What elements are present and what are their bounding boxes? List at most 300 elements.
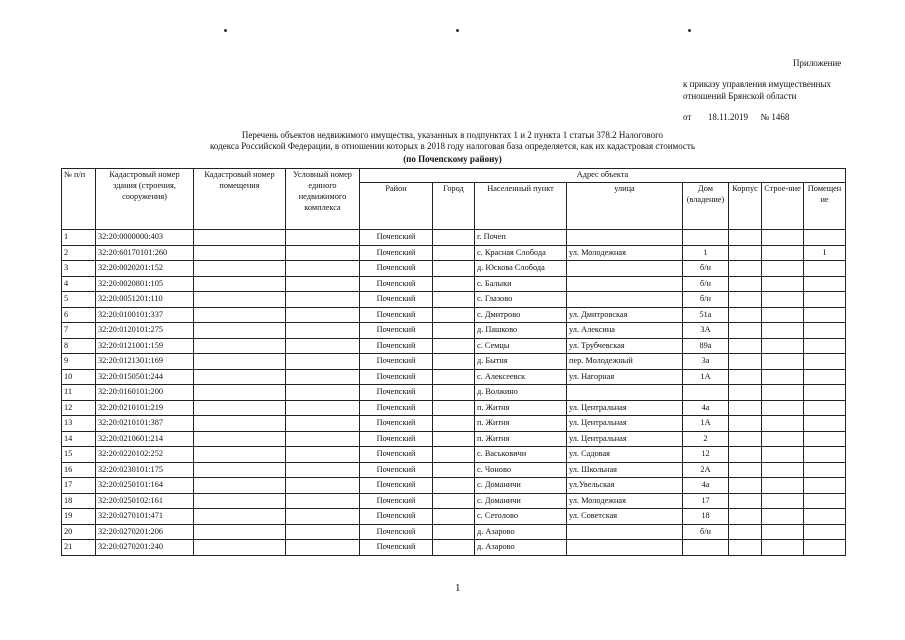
stroenie-cell — [762, 540, 804, 556]
room-cadastral-number-cell — [194, 524, 286, 540]
table-row — [62, 447, 846, 463]
room-cadastral-number-cell — [194, 354, 286, 370]
district-cell: Почепский — [360, 416, 433, 432]
street-cell: ул. Центральная — [567, 416, 683, 432]
stroenie-cell — [762, 447, 804, 463]
stroenie-cell — [762, 230, 804, 246]
room-cadastral-number-cell — [194, 261, 286, 277]
stroenie-cell — [762, 323, 804, 339]
district-cell: Почепский — [360, 400, 433, 416]
korpus-cell — [729, 276, 762, 292]
row-number-cell: 8 — [62, 338, 96, 354]
room-number-cell — [804, 493, 846, 509]
table-row — [62, 540, 846, 556]
room-cadastral-number-cell — [194, 431, 286, 447]
table-row — [62, 509, 846, 525]
room-cadastral-number-cell — [194, 540, 286, 556]
conditional-number-cell — [286, 447, 360, 463]
room-cadastral-number-cell — [194, 292, 286, 308]
city-cell — [433, 478, 475, 494]
district-cell: Почепский — [360, 276, 433, 292]
room-number-cell — [804, 478, 846, 494]
order-reference-line1: к приказу управления имущественных — [683, 79, 832, 89]
locality-cell: п. Житня — [475, 416, 567, 432]
conditional-number-cell — [286, 230, 360, 246]
row-number-cell: 6 — [62, 307, 96, 323]
room-cadastral-number-cell — [194, 400, 286, 416]
house-number-cell: 3а — [683, 354, 729, 370]
stroenie-cell — [762, 245, 804, 261]
street-cell: ул. Садовая — [567, 447, 683, 463]
table-row — [62, 369, 846, 385]
table-row — [62, 323, 846, 339]
row-number-cell: 4 — [62, 276, 96, 292]
table-row — [62, 292, 846, 308]
room-cadastral-number-cell — [194, 493, 286, 509]
street-cell: ул. Нагорная — [567, 369, 683, 385]
district-cell: Почепский — [360, 431, 433, 447]
conditional-number-cell — [286, 338, 360, 354]
locality-cell: д. Волжино — [475, 385, 567, 401]
table-body — [62, 230, 846, 556]
city-cell — [433, 230, 475, 246]
row-number-cell: 11 — [62, 385, 96, 401]
room-number-cell — [804, 307, 846, 323]
city-cell — [433, 292, 475, 308]
city-cell — [433, 524, 475, 540]
district-cell: Почепский — [360, 261, 433, 277]
stroenie-cell — [762, 354, 804, 370]
city-cell — [433, 261, 475, 277]
conditional-number-cell — [286, 416, 360, 432]
street-cell: ул. Центральная — [567, 431, 683, 447]
row-number-cell: 20 — [62, 524, 96, 540]
district-cell: Почепский — [360, 462, 433, 478]
row-number-cell: 15 — [62, 447, 96, 463]
scan-dot — [224, 29, 227, 32]
house-number-cell: 1 — [683, 245, 729, 261]
street-cell — [567, 540, 683, 556]
table-row — [62, 524, 846, 540]
table-row — [62, 276, 846, 292]
order-date: 18.11.2019 — [707, 112, 748, 122]
row-number-cell: 10 — [62, 369, 96, 385]
cadastral-number-cell: 32:20:0220102:252 — [96, 447, 194, 463]
city-cell — [433, 338, 475, 354]
room-number-cell — [804, 385, 846, 401]
room-number-cell: I — [804, 245, 846, 261]
house-number-cell: 18 — [683, 509, 729, 525]
room-number-cell — [804, 323, 846, 339]
cadastral-number-cell: 32:20:0250102:161 — [96, 493, 194, 509]
cadastral-number-cell: 32:20:0020201:152 — [96, 261, 194, 277]
stroenie-cell — [762, 369, 804, 385]
street-cell: ул. Молодежная — [567, 245, 683, 261]
table-row — [62, 493, 846, 509]
conditional-number-cell — [286, 385, 360, 401]
table-row — [62, 385, 846, 401]
locality-cell: с. Доманичи — [475, 493, 567, 509]
conditional-number-cell — [286, 478, 360, 494]
korpus-cell — [729, 493, 762, 509]
locality-cell: с. Сетолово — [475, 509, 567, 525]
house-number-cell — [683, 385, 729, 401]
locality-cell: с. Балыки — [475, 276, 567, 292]
house-number-cell: 3А — [683, 323, 729, 339]
district-cell: Почепский — [360, 323, 433, 339]
house-number-cell: 4а — [683, 400, 729, 416]
korpus-cell — [729, 354, 762, 370]
conditional-number-cell — [286, 493, 360, 509]
order-reference-line2: отношений Брянской области — [683, 91, 797, 101]
cadastral-number-cell: 32:20:0230101:175 — [96, 462, 194, 478]
district-cell: Почепский — [360, 292, 433, 308]
locality-cell: с. Дмитрово — [475, 307, 567, 323]
city-cell — [433, 540, 475, 556]
table-row — [62, 245, 846, 261]
city-cell — [433, 509, 475, 525]
city-cell — [433, 276, 475, 292]
room-cadastral-number-cell — [194, 416, 286, 432]
city-cell — [433, 307, 475, 323]
row-number-cell: 2 — [62, 245, 96, 261]
room-number-cell — [804, 400, 846, 416]
locality-cell: д. Азарово — [475, 524, 567, 540]
stroenie-cell — [762, 416, 804, 432]
street-cell: ул. Алексина — [567, 323, 683, 339]
room-number-cell — [804, 524, 846, 540]
room-cadastral-number-cell — [194, 478, 286, 494]
cadastral-number-cell: 32:20:0210101:387 — [96, 416, 194, 432]
conditional-number-cell — [286, 276, 360, 292]
street-cell: ул. Советская — [567, 509, 683, 525]
cadastral-number-cell: 32:20:0210601:214 — [96, 431, 194, 447]
house-number-cell: 17 — [683, 493, 729, 509]
korpus-cell — [729, 431, 762, 447]
conditional-number-cell — [286, 245, 360, 261]
locality-cell: д. Азарово — [475, 540, 567, 556]
street-cell: пер. Молодежный — [567, 354, 683, 370]
cadastral-number-cell: 32:20:0250101:164 — [96, 478, 194, 494]
street-cell — [567, 230, 683, 246]
city-cell — [433, 447, 475, 463]
city-cell — [433, 416, 475, 432]
room-cadastral-number-cell — [194, 385, 286, 401]
city-cell — [433, 385, 475, 401]
row-number-cell: 1 — [62, 230, 96, 246]
row-number-cell: 19 — [62, 509, 96, 525]
house-number-cell — [683, 230, 729, 246]
room-cadastral-number-cell — [194, 462, 286, 478]
document-title-line1: Перечень объектов недвижимого имущества, указанных в подпунктах 1 и 2 пункта 1 статьи 378.2 Налогового — [241, 130, 664, 140]
district-cell: Почепский — [360, 369, 433, 385]
korpus-cell — [729, 447, 762, 463]
korpus-cell — [729, 338, 762, 354]
street-cell: ул. Молодежная — [567, 493, 683, 509]
city-cell — [433, 369, 475, 385]
house-number-cell: 1А — [683, 416, 729, 432]
city-cell — [433, 323, 475, 339]
korpus-cell — [729, 307, 762, 323]
district-cell: Почепский — [360, 493, 433, 509]
conditional-number-cell — [286, 462, 360, 478]
header-address: Адрес объекта — [360, 169, 846, 183]
row-number-cell: 21 — [62, 540, 96, 556]
document-title-district: (по Почепскому району) — [403, 154, 502, 164]
order-date-line — [683, 111, 789, 123]
korpus-cell — [729, 416, 762, 432]
table-row — [62, 462, 846, 478]
cadastral-number-cell: 32:20:0020801:105 — [96, 276, 194, 292]
conditional-number-cell — [286, 261, 360, 277]
district-cell: Почепский — [360, 478, 433, 494]
korpus-cell — [729, 292, 762, 308]
room-number-cell — [804, 369, 846, 385]
conditional-number-cell — [286, 307, 360, 323]
cadastral-number-cell: 32:20:0210101:219 — [96, 400, 194, 416]
stroenie-cell — [762, 261, 804, 277]
room-cadastral-number-cell — [194, 369, 286, 385]
room-cadastral-number-cell — [194, 323, 286, 339]
house-number-cell: 12 — [683, 447, 729, 463]
house-number-cell: б/н — [683, 276, 729, 292]
row-number-cell: 9 — [62, 354, 96, 370]
row-number-cell: 14 — [62, 431, 96, 447]
table-row — [62, 416, 846, 432]
locality-cell: с. Глазово — [475, 292, 567, 308]
cadastral-number-cell: 32:20:0150501:244 — [96, 369, 194, 385]
header-city: Город — [433, 183, 475, 230]
row-number-cell: 12 — [62, 400, 96, 416]
room-number-cell — [804, 354, 846, 370]
street-cell — [567, 276, 683, 292]
korpus-cell — [729, 540, 762, 556]
cadastral-number-cell: 32:20:0121301:169 — [96, 354, 194, 370]
conditional-number-cell — [286, 292, 360, 308]
stroenie-cell — [762, 307, 804, 323]
header-cad-room: Кадастровый номер помещения — [194, 169, 286, 230]
locality-cell: с. Доманичи — [475, 478, 567, 494]
header-stroenie: Строе-ние — [762, 183, 804, 230]
street-cell: ул. Школьная — [567, 462, 683, 478]
korpus-cell — [729, 385, 762, 401]
city-cell — [433, 354, 475, 370]
stroenie-cell — [762, 400, 804, 416]
room-number-cell — [804, 292, 846, 308]
order-number: № 1468 — [760, 112, 790, 122]
header-district: Район — [360, 183, 433, 230]
district-cell: Почепский — [360, 230, 433, 246]
street-cell — [567, 524, 683, 540]
room-cadastral-number-cell — [194, 307, 286, 323]
korpus-cell — [729, 509, 762, 525]
korpus-cell — [729, 369, 762, 385]
locality-cell: с. Семцы — [475, 338, 567, 354]
row-number-cell: 7 — [62, 323, 96, 339]
room-cadastral-number-cell — [194, 338, 286, 354]
header-pomeshenie: Помещен ие — [804, 183, 846, 230]
city-cell — [433, 400, 475, 416]
locality-cell: д. Пашково — [475, 323, 567, 339]
table-row — [62, 400, 846, 416]
room-number-cell — [804, 462, 846, 478]
stroenie-cell — [762, 292, 804, 308]
city-cell — [433, 245, 475, 261]
appendix-label: Приложение — [793, 58, 842, 68]
korpus-cell — [729, 230, 762, 246]
city-cell — [433, 431, 475, 447]
locality-cell: с. Чоново — [475, 462, 567, 478]
korpus-cell — [729, 323, 762, 339]
room-cadastral-number-cell — [194, 509, 286, 525]
house-number-cell: 2 — [683, 431, 729, 447]
house-number-cell: б/н — [683, 261, 729, 277]
korpus-cell — [729, 462, 762, 478]
scan-dot — [456, 29, 459, 32]
cadastral-number-cell: 32:20:0100101:337 — [96, 307, 194, 323]
locality-cell: г. Почеп — [475, 230, 567, 246]
conditional-number-cell — [286, 369, 360, 385]
house-number-cell: 1А — [683, 369, 729, 385]
street-cell: ул.Увельская — [567, 478, 683, 494]
locality-cell: с. Васьковичи — [475, 447, 567, 463]
district-cell: Почепский — [360, 338, 433, 354]
korpus-cell — [729, 245, 762, 261]
house-number-cell: 4а — [683, 478, 729, 494]
room-number-cell — [804, 431, 846, 447]
room-number-cell — [804, 509, 846, 525]
district-cell: Почепский — [360, 524, 433, 540]
cadastral-number-cell: 32:20:0121001:159 — [96, 338, 194, 354]
house-number-cell: б/н — [683, 524, 729, 540]
header-locality: Населенный пункт — [475, 183, 567, 230]
stroenie-cell — [762, 338, 804, 354]
city-cell — [433, 493, 475, 509]
district-cell: Почепский — [360, 307, 433, 323]
locality-cell: с. Алексеевск — [475, 369, 567, 385]
row-number-cell: 16 — [62, 462, 96, 478]
cadastral-number-cell: 32:20:0051201:110 — [96, 292, 194, 308]
street-cell — [567, 292, 683, 308]
property-table — [61, 168, 846, 556]
district-cell: Почепский — [360, 540, 433, 556]
stroenie-cell — [762, 431, 804, 447]
conditional-number-cell — [286, 323, 360, 339]
stroenie-cell — [762, 276, 804, 292]
row-number-cell: 13 — [62, 416, 96, 432]
district-cell: Почепский — [360, 385, 433, 401]
header-house: Дом (владение) — [683, 183, 729, 230]
table-row — [62, 307, 846, 323]
street-cell: ул. Центральная — [567, 400, 683, 416]
korpus-cell — [729, 524, 762, 540]
row-number-cell: 18 — [62, 493, 96, 509]
room-number-cell — [804, 416, 846, 432]
stroenie-cell — [762, 509, 804, 525]
document-title-line2: кодекса Российской Федерации, в отношении которых в 2018 году налоговая база определяется, как их кадастровая стоимость — [210, 141, 695, 151]
korpus-cell — [729, 261, 762, 277]
conditional-number-cell — [286, 509, 360, 525]
locality-cell: д. Юскова Слобода — [475, 261, 567, 277]
room-cadastral-number-cell — [194, 245, 286, 261]
room-number-cell — [804, 276, 846, 292]
locality-cell: п. Житня — [475, 400, 567, 416]
room-number-cell — [804, 447, 846, 463]
house-number-cell: б/н — [683, 292, 729, 308]
order-from: от — [683, 112, 692, 122]
room-number-cell — [804, 261, 846, 277]
room-cadastral-number-cell — [194, 447, 286, 463]
house-number-cell — [683, 540, 729, 556]
cadastral-number-cell: 32:20:0000000:403 — [96, 230, 194, 246]
street-cell — [567, 261, 683, 277]
room-cadastral-number-cell — [194, 276, 286, 292]
table-row — [62, 354, 846, 370]
table-row — [62, 261, 846, 277]
district-cell: Почепский — [360, 245, 433, 261]
table-row — [62, 478, 846, 494]
stroenie-cell — [762, 385, 804, 401]
cadastral-number-cell: 32:20:0120101:275 — [96, 323, 194, 339]
street-cell: ул. Дмитровская — [567, 307, 683, 323]
cadastral-number-cell: 32:20:0270201:240 — [96, 540, 194, 556]
locality-cell: п. Житня — [475, 431, 567, 447]
street-cell: ул. Трубчевская — [567, 338, 683, 354]
street-cell — [567, 385, 683, 401]
table-row — [62, 230, 846, 246]
house-number-cell: 51а — [683, 307, 729, 323]
cadastral-number-cell: 32:20:60170101:260 — [96, 245, 194, 261]
city-cell — [433, 462, 475, 478]
conditional-number-cell — [286, 524, 360, 540]
cadastral-number-cell: 32:20:0270201:206 — [96, 524, 194, 540]
conditional-number-cell — [286, 400, 360, 416]
table-row — [62, 338, 846, 354]
district-cell: Почепский — [360, 354, 433, 370]
stroenie-cell — [762, 493, 804, 509]
page-number: 1 — [455, 582, 461, 594]
row-number-cell: 5 — [62, 292, 96, 308]
conditional-number-cell — [286, 354, 360, 370]
room-cadastral-number-cell — [194, 230, 286, 246]
header-korpus: Корпус — [729, 183, 762, 230]
conditional-number-cell — [286, 540, 360, 556]
header-cond-num: Условный номер единого недвижимого комплекса — [286, 169, 360, 230]
scan-dot — [688, 29, 691, 32]
korpus-cell — [729, 400, 762, 416]
room-number-cell — [804, 230, 846, 246]
row-number-cell: 17 — [62, 478, 96, 494]
cadastral-number-cell: 32:20:0160101:200 — [96, 385, 194, 401]
stroenie-cell — [762, 478, 804, 494]
header-num: № п/п — [62, 169, 96, 230]
cadastral-number-cell: 32:20:0270101:471 — [96, 509, 194, 525]
room-number-cell — [804, 338, 846, 354]
locality-cell: с. Красная Слобода — [475, 245, 567, 261]
table-row — [62, 431, 846, 447]
row-number-cell: 3 — [62, 261, 96, 277]
stroenie-cell — [762, 462, 804, 478]
room-number-cell — [804, 540, 846, 556]
korpus-cell — [729, 478, 762, 494]
district-cell: Почепский — [360, 447, 433, 463]
header-cad-building: Кадастровый номер здания (строения, сооружения) — [96, 169, 194, 230]
house-number-cell: 89а — [683, 338, 729, 354]
header-street: улица — [567, 183, 683, 230]
conditional-number-cell — [286, 431, 360, 447]
locality-cell: д. Бытня — [475, 354, 567, 370]
house-number-cell: 2А — [683, 462, 729, 478]
